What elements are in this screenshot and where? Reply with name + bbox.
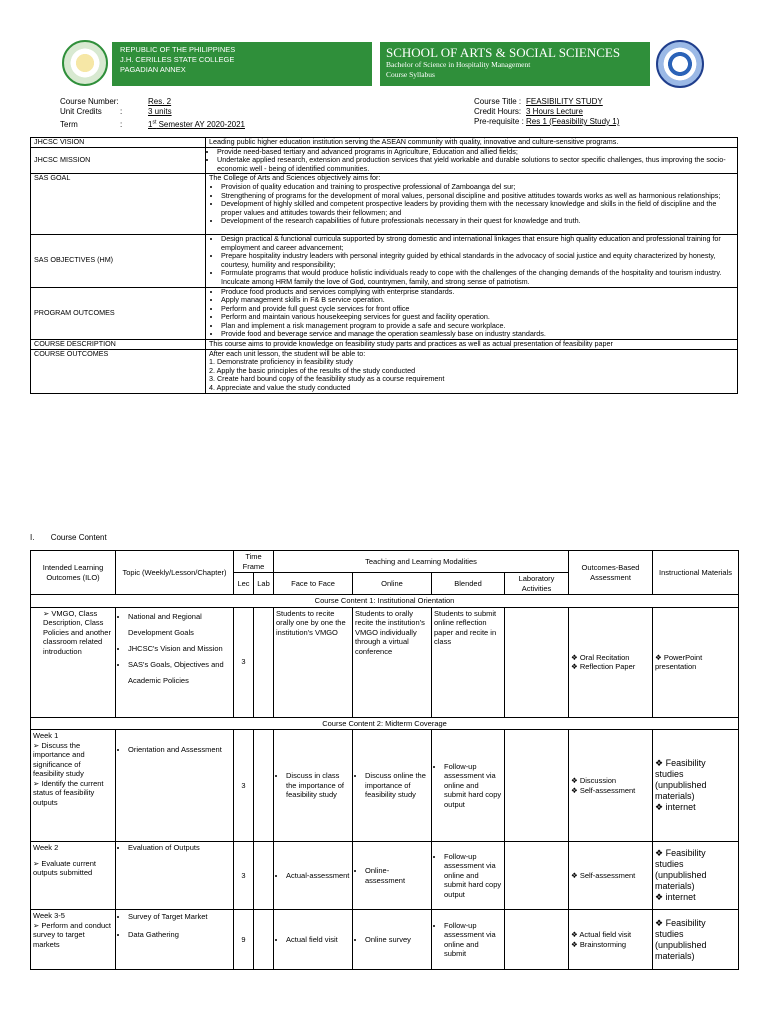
header-line-republic: REPUBLIC OF THE PHILIPPINES: [120, 45, 236, 54]
term-value: [148, 120, 245, 129]
diamond-bullet-icon: ❖: [571, 785, 580, 795]
blended-item: • Follow-up assessment via online and submit: [444, 921, 502, 959]
table-row: [31, 910, 739, 970]
course-content-2-title: Course Content 2: Midterm Coverage: [31, 717, 739, 730]
program-outcomes-row: [31, 287, 738, 340]
course-content-2-bar: [31, 717, 739, 730]
lab-hours: [254, 842, 274, 910]
header-lec: Lec: [234, 573, 254, 595]
topic-item: • Data Gathering: [128, 929, 231, 941]
topic-item: • Evaluation of Outputs: [128, 843, 231, 853]
course-outcome-item: 4. Appreciate and value the study conducted: [209, 383, 351, 393]
assessment-cell: [569, 730, 653, 842]
lab-activities-cell: [505, 842, 569, 910]
header-modalities: Teaching and Learning Modalities: [274, 551, 569, 573]
ilo-cell: [31, 842, 116, 910]
lec-hours: 3: [234, 842, 254, 910]
header-lab-activities: Laboratory Activities: [505, 573, 569, 595]
colon: :: [120, 119, 123, 129]
course-number: Res. 2: [148, 97, 172, 106]
vision-text: Leading public higher education institution serving the ASEAN community with quality, innovative and culture-sensitive programs.: [206, 138, 738, 148]
arrow-bullet-icon: ➢: [43, 608, 52, 618]
objectives-text: [206, 234, 738, 287]
header-topic: Topic (Weekly/Lesson/Chapter): [116, 551, 234, 595]
objectives-label: SAS OBJECTIVES (HM): [31, 234, 206, 287]
mission-item: • Undertake applied research, extension and production services that yield workable and durable solutions to sector specific challenges, thus improving the socio-economic well - being of identified communities.: [217, 156, 734, 173]
assessment-item: Self-assessment: [579, 870, 636, 880]
face-to-face-cell: [274, 842, 353, 910]
table-row: [31, 730, 739, 842]
week-label: Week 1: [33, 731, 59, 740]
table-header-row: [31, 551, 739, 573]
assessment-item: Actual field visit: [579, 930, 632, 939]
topic-item: • Orientation and Assessment: [128, 745, 231, 755]
diamond-bullet-icon: ❖: [571, 930, 580, 939]
course-number-label: Course Number:: [60, 97, 119, 106]
ilo-text: Perform and conduct survey to target markets: [33, 920, 111, 949]
section-title: Course Content: [50, 533, 107, 542]
ilo-text: Evaluate current outputs submitted: [33, 858, 96, 877]
f2f-item: • Actual field visit: [286, 935, 350, 945]
header-lab: Lab: [254, 573, 274, 595]
assessment-item: Discussion: [579, 776, 617, 785]
goal-row: [31, 174, 738, 235]
objective-item: • Design practical & functional curricula supported by strong domestic and international linkages that ensure high quality education and professional training for employment and career advancement;: [221, 235, 734, 252]
f2f-item: • Discuss in class the importance of feasibility study: [286, 771, 350, 800]
materials-cell: [653, 730, 739, 842]
document-type: Course Syllabus: [386, 70, 435, 79]
objective-item: • Formulate programs that would produce holistic individuals ready to cope with the challenges of the changing demands of the hospitality and tourism industry.: [221, 269, 734, 278]
online-cell: Students to orally recite the institution's VMGO individually through a virtual conference: [353, 607, 432, 717]
objectives-row: [31, 234, 738, 287]
online-cell: [353, 730, 432, 842]
topic-item: • Survey of Target Market: [128, 911, 231, 923]
vision-row: [31, 138, 738, 148]
diamond-bullet-icon: ❖: [571, 870, 580, 880]
credit-hours-label: Credit Hours:: [474, 107, 522, 116]
lab-activities-cell: [505, 607, 569, 717]
objective-tail: Inculcate among HRM family the love of God, countrymen, family, and strong sense of patriotism.: [221, 276, 530, 286]
credit-hours: 3 Hours Lecture: [526, 107, 583, 116]
course-content-1-title: Course Content 1: Institutional Orientation: [31, 595, 739, 608]
header-materials: Instructional Materials: [653, 551, 739, 595]
face-to-face-cell: [274, 910, 353, 970]
unit-credits-label: Unit Credits: [60, 107, 102, 116]
blended-cell: Students to submit online reflection paper and recite in class: [432, 607, 505, 717]
lec-hours: 3: [234, 607, 254, 717]
program-outcome-item: • Perform and maintain various housekeeping services for guest and facility operation.: [221, 313, 734, 322]
description-label: COURSE DESCRIPTION: [31, 340, 206, 350]
materials-cell: [653, 910, 739, 970]
topic-cell: [116, 842, 234, 910]
header-ilo: Intended Learning Outcomes (ILO): [31, 551, 116, 595]
material-item: internet: [665, 802, 696, 812]
arrow-bullet-icon: ➢: [33, 778, 42, 788]
course-outcome-item: After each unit lesson, the student will be able to:: [209, 348, 366, 358]
lab-activities-cell: [505, 730, 569, 842]
ilo-cell: [31, 730, 116, 842]
topic-item: • JHCSC's Vision and Mission: [128, 641, 231, 657]
material-item: Feasibility studies (unpublished materials): [655, 848, 707, 891]
header-institution-banner: [112, 42, 372, 86]
week-label: Week 3-5: [33, 911, 65, 920]
goal-item: • Provision of quality education and training to prospective professional of Zamboanga del sur;: [221, 183, 734, 192]
course-outcomes-text: [206, 349, 738, 393]
assessment-item: Self-assessment: [579, 785, 636, 795]
course-content-1-bar: [31, 595, 739, 608]
online-item: • Online survey: [365, 935, 429, 945]
diamond-bullet-icon: ❖: [655, 802, 666, 812]
topic-item: • SAS's Goals, Objectives and Academic Policies: [128, 657, 231, 689]
face-to-face-cell: [274, 730, 353, 842]
materials-cell: [653, 607, 739, 717]
materials-cell: [653, 842, 739, 910]
topic-cell: [116, 730, 234, 842]
prereq-label: Pre-requisite :: [474, 117, 524, 126]
mission-text: [206, 147, 738, 174]
diamond-bullet-icon: ❖: [571, 662, 580, 671]
blended-cell: [432, 910, 505, 970]
lab-hours: [254, 910, 274, 970]
lec-hours: 3: [234, 730, 254, 842]
course-content-table: [30, 550, 739, 970]
diamond-bullet-icon: ❖: [655, 917, 666, 928]
goal-label: SAS GOAL: [31, 174, 206, 235]
program-outcome-item: • Apply management skills in F& B service operation.: [221, 296, 734, 305]
ilo-text: Identify the current status of feasibility outputs: [33, 778, 104, 807]
course-outcome-item: 3. Create hard bound copy of the feasibility study as a course requirement: [209, 374, 445, 384]
prereq: Res 1 (Feasibility Study 1): [526, 117, 620, 126]
ilo-text: VMGO, Class Description, Class Policies and another classroom related introduction: [43, 608, 111, 656]
program-outcome-item: • Plan and implement a risk management program to provide a safe and secure workplace.: [221, 322, 734, 331]
online-cell: [353, 842, 432, 910]
assessment-item: Reflection Paper: [579, 662, 636, 671]
school-seal-logo: [656, 40, 704, 88]
arrow-bullet-icon: ➢: [33, 858, 42, 868]
week-label: Week 2: [33, 843, 59, 852]
diamond-bullet-icon: ❖: [655, 892, 666, 902]
table-row: [31, 842, 739, 910]
diamond-bullet-icon: ❖: [655, 652, 664, 662]
diamond-bullet-icon: ❖: [571, 652, 580, 662]
program-outcomes-text: [206, 287, 738, 340]
goal-text: [206, 174, 738, 235]
f2f-item: • Actual-assessment: [286, 871, 350, 881]
topic-item: • National and Regional Development Goals: [128, 609, 231, 641]
term-label: Term: [60, 119, 78, 129]
blended-cell: [432, 842, 505, 910]
objective-item: • Prepare hospitality industry leaders with personal integrity guided by ethical standards in the advocacy of social justice and equity characterized by honesty, courtesy, humility and responsibility;: [221, 252, 734, 269]
term-sup: st: [152, 119, 157, 125]
header-school-banner: [380, 42, 650, 86]
goal-item: • Strengthening of programs for the development of moral values, personal discipline and positive attitudes towards works as well as harmonious relationships;: [221, 192, 734, 201]
header-time-frame: Time Frame: [234, 551, 274, 573]
ilo-cell: [31, 607, 116, 717]
assessment-item: Brainstorming: [579, 939, 627, 949]
description-row: [31, 340, 738, 350]
ilo-text: Discuss the importance and significance of feasibility study: [33, 740, 85, 778]
program-name: Bachelor of Science in Hospitality Management: [386, 60, 531, 69]
unit-credits: 3 units: [148, 107, 172, 116]
online-item: • Online-assessment: [365, 866, 429, 885]
header-blended: Blended: [432, 573, 505, 595]
diamond-bullet-icon: ❖: [571, 939, 580, 949]
lab-hours: [254, 730, 274, 842]
goal-intro: The College of Arts and Sciences objectively aims for:: [209, 173, 381, 183]
goal-item: • Development of the research capabilities of future professionals necessary in their quest for knowledge and truth.: [221, 217, 734, 226]
colon: :: [120, 107, 123, 116]
lab-hours: [254, 607, 274, 717]
lab-activities-cell: [505, 910, 569, 970]
course-meta-left: [60, 97, 245, 130]
blended-item: • Follow-up assessment via online and submit hard copy output: [444, 852, 502, 900]
header-line-annex: PAGADIAN ANNEX: [120, 65, 186, 74]
material-item: internet: [665, 892, 696, 902]
course-outcome-item: 1. Demonstrate proficiency in feasibility study: [209, 357, 353, 367]
arrow-bullet-icon: ➢: [33, 740, 42, 750]
diamond-bullet-icon: ❖: [655, 758, 666, 768]
course-title-label: Course Title :: [474, 97, 522, 106]
program-outcome-item: • Produce food products and services complying with enterprise standards.: [221, 288, 734, 297]
mission-item: • Provide need-based tertiary and advanced programs in Agriculture, Education and allied fields;: [217, 148, 734, 157]
course-outcomes-row: [31, 349, 738, 393]
material-item: PowerPoint presentation: [655, 652, 703, 671]
mission-row: [31, 147, 738, 174]
school-name: SCHOOL OF ARTS & SOCIAL SCIENCES: [386, 45, 621, 60]
college-seal-logo: [62, 40, 108, 86]
diamond-bullet-icon: ❖: [655, 848, 666, 858]
course-meta-right: [474, 97, 619, 127]
material-item: Feasibility studies (unpublished materials): [655, 758, 707, 801]
header-online: Online: [353, 573, 432, 595]
section-number: I.: [30, 533, 35, 542]
assessment-cell: [569, 607, 653, 717]
blended-item: • Follow-up assessment via online and submit hard copy output: [444, 762, 502, 810]
program-outcome-item: • Provide food and beverage service and manage the operation seamlessly base on industry standards.: [221, 330, 734, 339]
term-rest: Semester AY 2020-2021: [156, 119, 245, 129]
course-title: FEASIBILITY STUDY: [526, 97, 603, 106]
mission-label: JHCSC MISSION: [31, 147, 206, 174]
online-cell: [353, 910, 432, 970]
ilo-cell: [31, 910, 116, 970]
header-assessment: Outcomes-Based Assessment: [569, 551, 653, 595]
topic-cell: [116, 910, 234, 970]
assessment-cell: [569, 910, 653, 970]
program-outcome-item: • Perform and provide full guest cycle services for front office: [221, 305, 734, 314]
section-heading: [30, 533, 107, 542]
description-text: This course aims to provide knowledge on feasibility study parts and practices as well as actual presentation of feasibility paper: [206, 340, 738, 350]
topic-cell: [116, 607, 234, 717]
term-num: 1: [148, 119, 153, 129]
goal-item: • Development of highly skilled and competent prospective leaders by providing them with the necessary knowledge and skills in the field of discipline and the proper values and attitudes towards their fellowmen; and: [221, 200, 734, 217]
face-to-face-cell: Students to recite orally one by one the institution's VMGO: [274, 607, 353, 717]
arrow-bullet-icon: ➢: [33, 920, 42, 930]
header-face-to-face: Face to Face: [274, 573, 353, 595]
program-outcomes-label: PROGRAM OUTCOMES: [31, 287, 206, 340]
blended-cell: [432, 730, 505, 842]
online-item: • Discuss online the importance of feasibility study: [365, 771, 429, 800]
vision-label: JHCSC VISION: [31, 138, 206, 148]
assessment-item: Oral Recitation: [579, 652, 630, 662]
material-item: Feasibility studies (unpublished materials): [655, 917, 707, 961]
course-outcomes-label: COURSE OUTCOMES: [31, 349, 206, 393]
assessment-cell: [569, 842, 653, 910]
header-line-college: J.H. CERILLES STATE COLLEGE: [120, 55, 235, 64]
lec-hours: 9: [234, 910, 254, 970]
diamond-bullet-icon: ❖: [571, 776, 580, 785]
institution-info-table: [30, 137, 738, 394]
course-outcome-item: 2. Apply the basic principles of the results of the study conducted: [209, 365, 416, 375]
table-row: [31, 607, 739, 717]
